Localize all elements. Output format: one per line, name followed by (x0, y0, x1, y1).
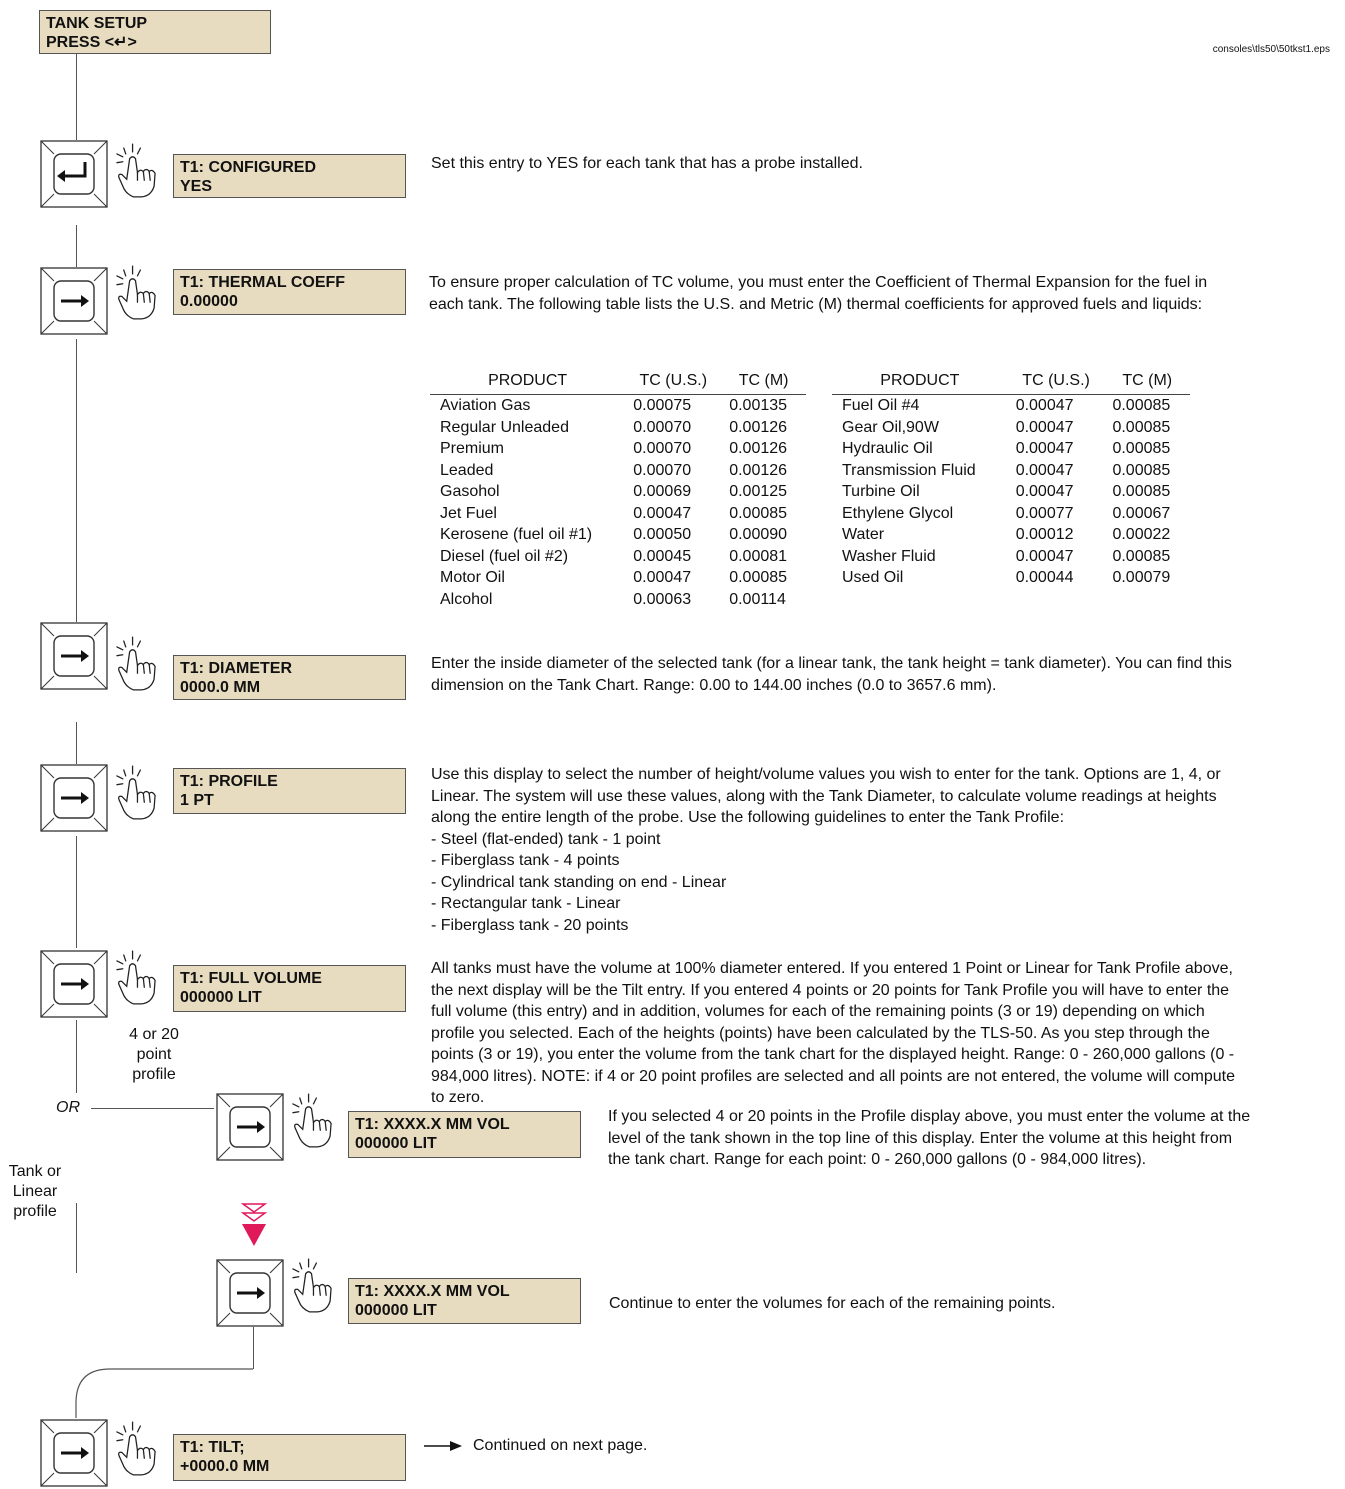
table-header-row (832, 369, 1190, 395)
table-row (832, 567, 1190, 589)
flow-connector (253, 1327, 254, 1369)
tc-us-cell: 0.00070 (633, 461, 692, 479)
file-reference: consoles\tls50\50tkst1.eps (1212, 44, 1330, 55)
flow-connector (76, 53, 77, 140)
press-hand-icon (114, 1421, 158, 1477)
tc-metric-cell: 0.00085 (1112, 547, 1171, 565)
flow-connector (76, 1203, 77, 1273)
product-cell: Hydraulic Oil (842, 440, 933, 457)
arrow-key[interactable] (40, 950, 108, 1018)
product-cell: Used Oil (842, 569, 904, 586)
table-row (832, 438, 1190, 460)
table-row (430, 460, 806, 482)
tank-setup-display (39, 10, 271, 54)
repeat-down-arrow-icon (240, 1202, 268, 1248)
tc-us-cell: 0.00047 (1015, 483, 1074, 500)
display-line-2: 0.00000 (180, 293, 238, 310)
display-line-2: YES (180, 178, 213, 195)
tc-us-cell: 0.00069 (633, 483, 692, 500)
display-line-1: T1: DIAMETER (180, 660, 292, 677)
flow-connector (76, 836, 77, 948)
configured-description: Set this entry to YES for each tank that has a probe installed. (431, 155, 863, 172)
table-row (832, 503, 1190, 525)
tc-metric-cell: 0.00126 (729, 440, 788, 457)
display-line-2: 000000 LIT (355, 1302, 437, 1319)
table-row (832, 481, 1190, 503)
product-cell: Motor Oil (440, 569, 505, 586)
product-cell: Leaded (440, 461, 494, 479)
table-row (832, 417, 1190, 439)
tc-us-cell: 0.00047 (633, 569, 692, 586)
arrow-key[interactable] (40, 622, 108, 690)
thermal-coeff-display (173, 269, 406, 315)
tc-metric-cell: 0.00125 (729, 483, 788, 500)
table-row (832, 460, 1190, 482)
press-hand-icon (114, 950, 158, 1006)
tc-metric-cell: 0.00085 (1112, 418, 1171, 436)
tc-us-cell: 0.00070 (633, 440, 692, 457)
arrow-key[interactable] (40, 267, 108, 335)
product-cell: Fuel Oil #4 (842, 397, 920, 414)
point-volume-description: If you selected 4 or 20 points in the Profile display above, you must enter the volume at the level of the tank shown in the top line of this display. Enter the volume at this height from the tank chart. Range for each point: 0 - 260,000 gallons (0 - 984,000 litres). (608, 1108, 1251, 1168)
product-cell: Water (842, 526, 885, 543)
tc-metric-cell: 0.00085 (1112, 440, 1171, 457)
press-hand-icon (290, 1258, 334, 1314)
product-cell: Turbine Oil (842, 483, 920, 500)
point-profile-label: 4 or 20 point profile (129, 1026, 179, 1083)
display-line-2: PRESS <↵> (46, 34, 137, 51)
table-row (430, 417, 806, 439)
display-line-1: T1: XXXX.X MM VOL (355, 1283, 510, 1300)
tc-us-cell: 0.00047 (1015, 440, 1074, 457)
tc-us-cell: 0.00075 (633, 397, 692, 414)
tc-metric-cell: 0.00085 (1112, 483, 1171, 500)
product-cell: Jet Fuel (440, 504, 497, 522)
tc-us-cell: 0.00012 (1015, 526, 1074, 543)
display-line-2: 000000 LIT (180, 989, 262, 1006)
profile-display (173, 768, 406, 814)
full-volume-description: All tanks must have the volume at 100% diameter entered. If you entered 1 Point or Linear for Tank Profile above, the next display will be the Tilt entry. If you entered 4 points or 20 points for Tank Profile you will have to enter the full volume (this entry) and in addition, volumes for each of the remaining points (3 or 19) depending on which profile you selected. Each of the heights (points) have been calculated by the TLS-50. As you step through the points (3 or 19), you enter the volume from the tank chart for the displayed height. Range: 0 - 260,000 gallons (0 - 984,000 litres). NOTE: if 4 or 20 point profiles are selected and all points are not entered, the volume will compute to zero. (431, 960, 1235, 1106)
tc-metric-cell: 0.00022 (1112, 526, 1171, 543)
tc-table-right (832, 369, 1190, 589)
tc-us-cell: 0.00047 (1015, 397, 1074, 414)
display-line-1: T1: FULL VOLUME (180, 970, 322, 987)
tilt-description: Continued on next page. (473, 1437, 648, 1454)
table-row (430, 546, 806, 568)
tc-us-cell: 0.00047 (1015, 547, 1074, 565)
full-volume-display (173, 965, 406, 1012)
tc-us-cell: 0.00070 (633, 418, 692, 436)
table-row (832, 546, 1190, 568)
product-cell: Washer Fluid (842, 547, 936, 565)
enter-key[interactable] (40, 140, 108, 208)
display-line-2: 0000.0 MM (180, 679, 261, 696)
press-hand-icon (114, 143, 158, 199)
table-row (430, 503, 806, 525)
tc-metric-cell: 0.00135 (729, 397, 788, 414)
flow-connector (76, 339, 77, 622)
flow-connector (76, 722, 77, 764)
column-header: TC (M) (1104, 369, 1190, 395)
column-header: PRODUCT (430, 369, 625, 395)
tc-us-cell: 0.00045 (633, 547, 692, 565)
press-hand-icon (114, 765, 158, 821)
display-line-2: +0000.0 MM (180, 1458, 270, 1475)
profile-description: Use this display to select the number of height/volume values you wish to enter for the tank. Options are 1, 4, or Linear. The system will use these values, along with the Tank Diameter, to calculate volume readings at heights along the entire length of the probe. Use the following guidelines to enter the Tank Profile: - Steel (flat-ended) tank - 1 point - Fiberglass tank - 4 points - Cylindrical tank standing on end - Linear - Rectangular tank - Linear - Fiberglass tank - 20 points (431, 766, 1221, 934)
product-cell: Gasohol (440, 483, 500, 500)
diameter-display (173, 655, 406, 700)
display-line-1: T1: PROFILE (180, 773, 278, 790)
press-hand-icon (114, 636, 158, 692)
tc-us-cell: 0.00047 (633, 504, 692, 522)
column-header: TC (U.S.) (1008, 369, 1105, 395)
tc-metric-cell: 0.00085 (1112, 397, 1171, 414)
tc-us-cell: 0.00044 (1015, 569, 1074, 586)
or-label: OR (56, 1099, 80, 1116)
tc-metric-cell: 0.00085 (1112, 461, 1171, 479)
column-header: PRODUCT (832, 369, 1008, 395)
display-line-2: 000000 LIT (355, 1135, 437, 1152)
table-row (430, 395, 806, 417)
tc-us-cell: 0.00047 (1015, 418, 1074, 436)
product-cell: Premium (440, 440, 505, 457)
or-branch-connector (91, 1108, 214, 1109)
product-cell: Diesel (fuel oil #2) (440, 547, 569, 565)
arrow-key[interactable] (216, 1093, 284, 1161)
tank-linear-profile-label: Tank or Linear profile (0, 1162, 70, 1222)
tilt-display (173, 1434, 406, 1481)
tc-us-cell: 0.00050 (633, 526, 692, 543)
tc-metric-cell: 0.00067 (1112, 504, 1171, 522)
arrow-key[interactable] (40, 1419, 108, 1487)
tc-metric-cell: 0.00090 (729, 526, 788, 543)
tc-metric-cell: 0.00126 (729, 461, 788, 479)
table-row (430, 524, 806, 546)
press-hand-icon (114, 265, 158, 321)
table-row (832, 524, 1190, 546)
table-row (430, 589, 806, 611)
thermal-coeff-description: To ensure proper calculation of TC volume, you must enter the Coefficient of Thermal Expansion for the fuel in each tank. The following table lists the U.S. and Metric (M) thermal coefficients for approved fuels and liquids: (429, 274, 1208, 313)
table-row (430, 481, 806, 503)
column-header: TC (M) (721, 369, 806, 395)
display-line-1: T1: XXXX.X MM VOL (355, 1116, 510, 1133)
tc-us-cell: 0.00077 (1015, 504, 1074, 522)
tc-metric-cell: 0.00114 (729, 590, 786, 608)
product-cell: Kerosene (fuel oil #1) (440, 526, 593, 543)
display-line-1: TANK SETUP (46, 15, 148, 32)
diameter-description: Enter the inside diameter of the selected tank (for a linear tank, the tank height = tank diameter). You can find this dimension on the Tank Chart. Range: 0.00 to 144.00 inches (0.0 to 3657.6 mm). (431, 655, 1232, 694)
product-cell: Ethylene Glycol (842, 504, 954, 522)
tc-metric-cell: 0.00081 (729, 547, 788, 565)
display-line-1: T1: TILT; (180, 1439, 245, 1456)
table-header-row (430, 369, 806, 395)
flow-connector (76, 225, 77, 267)
table-row (430, 438, 806, 460)
point-volume-display (348, 1111, 581, 1158)
remaining-points-display (348, 1278, 581, 1324)
product-cell: Transmission Fluid (842, 461, 976, 479)
tc-metric-cell: 0.00085 (729, 569, 788, 586)
remaining-points-description: Continue to enter the volumes for each of the remaining points. (609, 1295, 1056, 1312)
column-header: TC (U.S.) (625, 369, 721, 395)
tc-table-left (430, 369, 806, 610)
flow-connector (76, 1020, 77, 1093)
tc-us-cell: 0.00047 (1015, 461, 1074, 479)
arrow-key[interactable] (216, 1259, 284, 1327)
table-row (430, 567, 806, 589)
display-line-1: T1: CONFIGURED (180, 159, 316, 176)
display-line-1: T1: THERMAL COEFF (180, 274, 346, 291)
tc-metric-cell: 0.00126 (729, 418, 788, 436)
product-cell: Aviation Gas (440, 397, 531, 414)
arrow-key[interactable] (40, 764, 108, 832)
tc-us-cell: 0.00063 (633, 590, 692, 608)
configured-display (173, 154, 406, 198)
press-hand-icon (290, 1093, 334, 1149)
continue-arrow-icon (424, 1440, 464, 1452)
tc-metric-cell: 0.00079 (1112, 569, 1171, 586)
product-cell: Gear Oil,90W (842, 418, 939, 436)
product-cell: Alcohol (440, 590, 493, 608)
table-row (832, 395, 1190, 417)
tc-metric-cell: 0.00085 (729, 504, 788, 522)
display-line-2: 1 PT (180, 792, 214, 809)
product-cell: Regular Unleaded (440, 418, 569, 436)
